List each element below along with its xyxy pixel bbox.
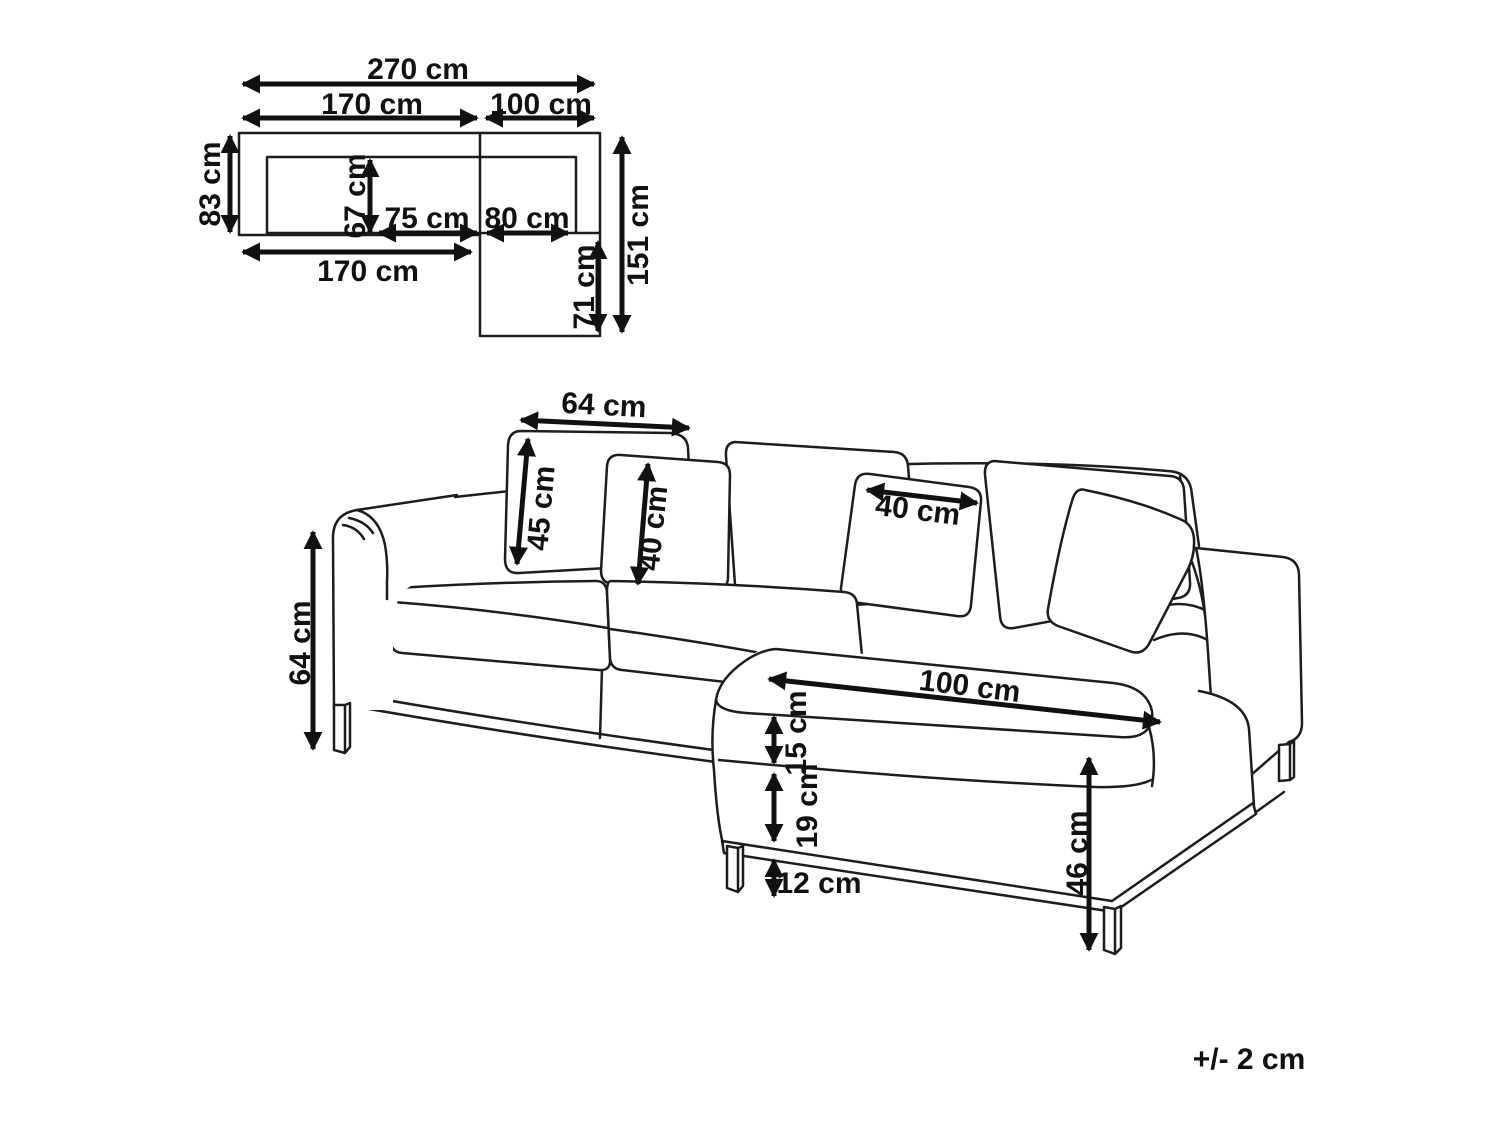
dim-label-armrest-height: 64 cm — [284, 600, 317, 686]
chaise-right-leg — [1104, 906, 1121, 954]
dim-label-chaise-section-width: 100 cm — [490, 88, 592, 121]
front-left-leg — [334, 703, 350, 753]
dim-label-overall-depth: 151 cm — [622, 184, 655, 286]
dim-label-seat-height: 46 cm — [1061, 810, 1094, 896]
right-arm-leg — [1279, 741, 1294, 781]
dim-label-left-section-width: 170 cm — [321, 88, 423, 121]
dim-label-seat-depth: 67 cm — [339, 153, 372, 239]
dim-label-seat-cushion-thickness: 15 cm — [780, 690, 813, 776]
dim-label-back-cushion-height: 45 cm — [521, 464, 562, 552]
chaise-left-leg — [727, 846, 743, 892]
tolerance-note: +/- 2 cm — [1192, 1043, 1306, 1076]
dim-label-chaise-extension: 71 cm — [568, 244, 601, 330]
dim-label-chaise-seat-width: 80 cm — [484, 202, 570, 235]
dim-label-seat-width-left: 75 cm — [384, 202, 470, 235]
dim-label-small-cushion-height: 40 cm — [632, 484, 675, 573]
dim-label-seat-run-length: 170 cm — [317, 255, 419, 288]
dim-label-overall-width: 270 cm — [367, 53, 469, 86]
dim-label-base-frame-height: 19 cm — [791, 763, 824, 849]
dim-label-back-cushion-width: 64 cm — [560, 386, 648, 425]
dim-label-chaise-length: 100 cm — [917, 663, 1023, 710]
dim-label-small-cushion-width: 40 cm — [873, 488, 963, 533]
dim-label-sofa-depth: 83 cm — [194, 141, 227, 227]
dim-label-leg-height: 12 cm — [776, 867, 862, 900]
